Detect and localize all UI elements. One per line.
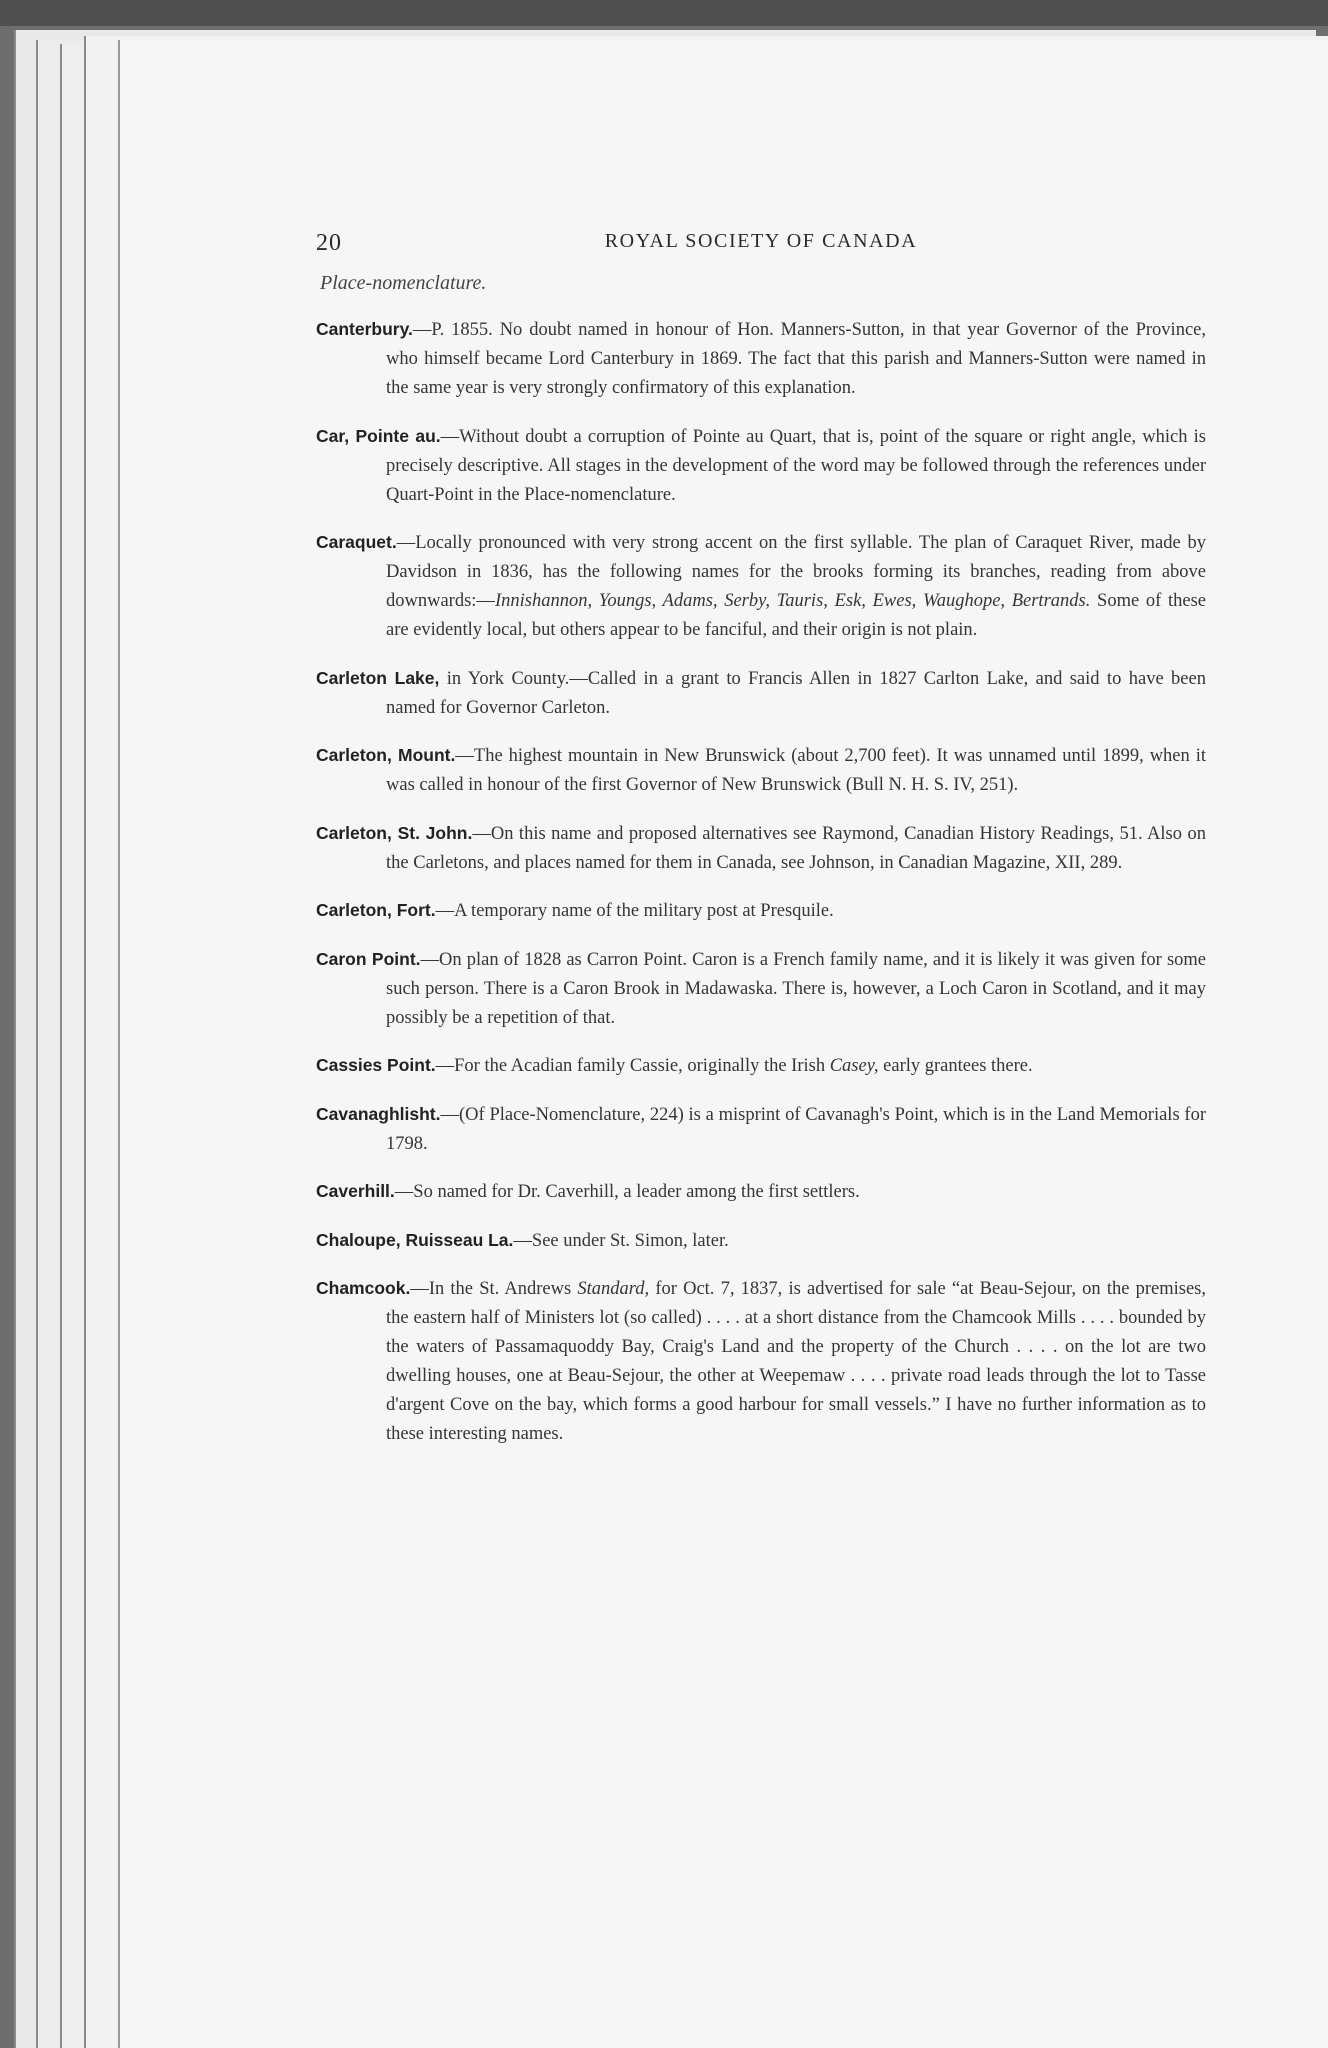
entry-text: —A temporary name of the military post at Presquile.	[435, 901, 834, 921]
entry-italic-text: Innishannon, Youngs, Adams, Serby, Tauris, Esk, Ewes, Waughope, Bertrands.	[494, 591, 1091, 611]
entry-italic-text: Standard,	[577, 1279, 650, 1299]
entry-text: —On plan of 1828 as Carron Point. Caron is a French family name, and it is likely it was given for some such person. There is a Caron Brook in Madawaska. There is, however, a Loch Caron in Scotland, and it may possibly be a repetition of that.	[386, 949, 1206, 1028]
entry	[316, 1100, 1206, 1159]
entry-headword: Carleton, St. John.	[316, 822, 473, 843]
entry-headword: Caraquet.	[316, 532, 397, 552]
entry	[316, 664, 1206, 723]
entry-headword: Canterbury.	[316, 319, 413, 339]
entry-headword: Chaloupe, Ruisseau La.	[316, 1229, 514, 1250]
entry-list	[316, 315, 1206, 1449]
section-label: Place-nomenclature.	[320, 272, 487, 294]
entry	[316, 528, 1206, 645]
entry	[316, 945, 1206, 1033]
entry-headword: Carleton, Mount.	[316, 745, 456, 765]
page-content	[316, 230, 1206, 1462]
entry	[316, 819, 1206, 878]
entry	[316, 741, 1206, 800]
entry-headword: Caron Point.	[316, 948, 421, 969]
page-number: 20	[316, 230, 342, 256]
entry-headword: Carleton, Fort.	[316, 900, 436, 920]
entry-text: Some of these are evidently local, but others appear to be fanciful, and their origin is not plain.	[386, 591, 1207, 640]
entry-headword: Chamcook.	[316, 1278, 411, 1298]
entry	[316, 896, 1206, 926]
running-head	[316, 230, 1206, 264]
entry-headword: Carleton Lake,	[316, 667, 440, 688]
entry-text: —On this name and proposed alternatives see Raymond, Canadian History Readings, 51. Also on the Carletons, and places named for them in Canada, see Johnson, in Canadian Magazine, XII, 289.	[386, 823, 1206, 873]
entry	[316, 315, 1206, 403]
entry-headword: Caverhill.	[316, 1181, 395, 1201]
entry	[316, 422, 1206, 510]
entry-text: —See under St. Simon, later.	[513, 1230, 729, 1251]
entry	[316, 1274, 1206, 1449]
entry-text: early grantees there.	[878, 1056, 1033, 1076]
entry	[316, 1051, 1206, 1081]
entry	[316, 1177, 1206, 1207]
entry	[316, 1226, 1206, 1256]
entry-text: for Oct. 7, 1837, is advertised for sale “at Beau-Sejour, on the premises, the eastern half of Ministers lot (so called) . . . . at a short distance from the Chamcook Mills . . . . bounded by the waters of Passamaquoddy Bay, Craig's Land and the property of the Church . . . . on the lot are two dwelling houses, one at Beau-Sejour, the other at Weepemaw . . . . private road leads through the lot to Tasse d'argent Cove on the bay, which forms a good harbour for small vessels.” I have no further information as to these interesting names.	[386, 1279, 1207, 1444]
entry-italic-text: Casey,	[829, 1056, 879, 1076]
entry-text: —Without doubt a corruption of Pointe au Quart, that is, point of the square or right angle, which is precisely descriptive. All stages in the development of the word may be followed through the references under Quart-Point in the Place-nomenclature.	[386, 426, 1206, 505]
entry-text: in York County.—Called in a grant to Francis Allen in 1827 Carlton Lake, and said to have been named for Governor Carleton.	[386, 668, 1206, 718]
entry-headword: Car, Pointe au.	[316, 425, 441, 446]
entry-text: —So named for Dr. Caverhill, a leader among the first settlers.	[394, 1182, 860, 1202]
entry-text: —(Of Place-Nomenclature, 224) is a misprint of Cavanagh's Point, which is in the Land Memorials for 1798.	[386, 1104, 1206, 1154]
entry-text: —Locally pronounced with very strong accent on the first syllable. The plan of Caraquet River, made by Davidson in 1836, has the following names for the brooks forming its branches, reading from above downwards:—	[386, 533, 1206, 611]
entry-text: —In the St. Andrews	[410, 1279, 578, 1299]
entry-text: —The highest mountain in New Brunswick (about 2,700 feet). It was unnamed until 1899, when it was called in honour of the first Governor of New Brunswick (Bull N. H. S. IV, 251).	[386, 746, 1207, 795]
entry-text: —For the Acadian family Cassie, originally the Irish	[435, 1056, 830, 1076]
entry-headword: Cassies Point.	[316, 1055, 436, 1075]
running-head-title: ROYAL SOCIETY OF CANADA	[604, 230, 918, 252]
entry-text: —P. 1855. No doubt named in honour of Hon. Manners-Sutton, in that year Governor of the Province, who himself became Lord Canterbury in 1869. The fact that this parish and Manners-Sutton were named in the same year is very strongly confirmatory of this explanation.	[386, 320, 1206, 398]
scan-top-edge	[0, 0, 1328, 26]
entry-headword: Cavanaghlisht.	[316, 1103, 441, 1124]
